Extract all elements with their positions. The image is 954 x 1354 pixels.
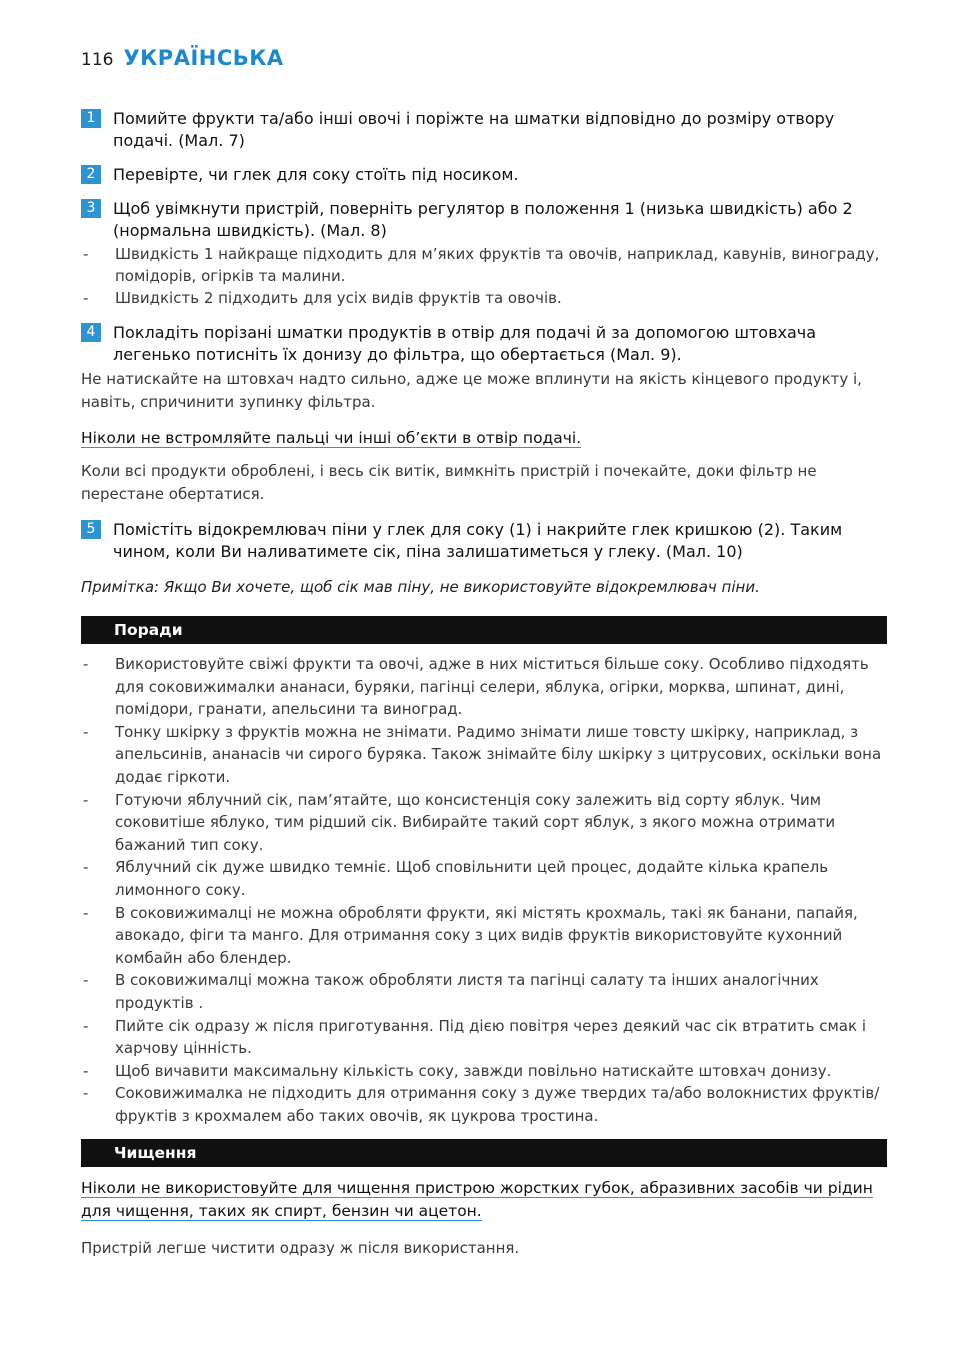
tip-text: Пийте сік одразу ж після приготування. Під дією повітря через деякий час сік втратить смак і харчову цінність.	[115, 1016, 866, 1058]
step-3	[81, 198, 887, 242]
pusher-note: Не натискайте на штовхач надто сильно, адже це може вплинути на якість кінцевого продукту і, навіть, спричинити зупинку фільтра.	[81, 370, 862, 411]
step-4	[81, 322, 887, 366]
dash-marker: -	[83, 245, 89, 263]
tip-item	[81, 902, 887, 970]
foam-note: Примітка: Якщо Ви хочете, щоб сік мав піну, не використовуйте відокремлювач піни.	[81, 578, 760, 596]
tip-text: Соковижималка не підходить для отримання соку з дуже твердих та/або волокнистих фруктів/фруктів з крохмалем або таких овочів, як цукрова тростина.	[115, 1084, 880, 1125]
page-header	[81, 46, 284, 70]
cleaning-warning	[81, 1177, 887, 1223]
dash-marker: -	[83, 1084, 89, 1103]
tip-text: В соковижималці можна також обробляти листя та пагінці салату та інших аналогічних продуктів .	[115, 971, 819, 1012]
dash-marker: -	[83, 790, 89, 809]
step-1	[81, 108, 887, 152]
step-text: Перевірте, чи глек для соку стоїть під носиком.	[113, 165, 519, 184]
page-number: 116	[81, 50, 114, 70]
dash-marker: -	[83, 1061, 89, 1080]
tip-text: Щоб вичавити максимальну кількість соку, завжди повільно натискайте штовхач донизу.	[115, 1061, 832, 1080]
tip-item	[81, 856, 887, 901]
tip-text: Яблучний сік дуже швидко темніє. Щоб сповільнити цей процес, додайте кілька крапель лимонного соку.	[115, 858, 829, 899]
section-header-cleaning: Чищення	[81, 1139, 887, 1167]
tip-text: Готуючи яблучний сік, пам’ятайте, що консистенція соку залежить від сорту яблук. Чим соковитіше яблуко, тим рідший сік. Вибирайте такий сорт яблук, з якого можна отримати бажаний тип соку.	[115, 790, 836, 854]
dash-marker: -	[83, 722, 89, 741]
dash-marker: -	[83, 903, 89, 922]
after-processing-text: Коли всі продукти оброблені, і весь сік витік, вимкніть пристрій і почекайте, доки фільтр не перестане обертатися.	[81, 462, 817, 503]
cleaning-warning-text: Ніколи не використовуйте для чищення пристрою жорстких губок, абразивних засобів чи рідин для чищення, таких як спирт, бензин чи ацетон.	[81, 1179, 873, 1221]
speed-note-text: Швидкість 1 найкраще підходить для м’яких фруктів та овочів, наприклад, кавунів, винограду, помідорів, огірків та малини.	[115, 245, 880, 285]
section-header-tips: Поради	[81, 616, 887, 644]
step-text: Помістіть відокремлювач піни у глек для соку (1) і накрийте глек кришкою (2). Таким чином, коли Ви наливатимете сік, піна залишатиметься у глеку. (Мал. 10)	[113, 520, 843, 561]
warning-fingers-text: Ніколи не встромляйте пальці чи інші об’єкти в отвір подачі.	[81, 429, 582, 447]
speed-note-1	[81, 243, 887, 287]
tip-item	[81, 653, 887, 721]
step-text: Помийте фрукти та/або інші овочі і поріжте на шматки відповідно до розміру отвору подачі. (Мал. 7)	[113, 109, 835, 150]
speed-note-2	[81, 287, 887, 309]
tip-item	[81, 1082, 887, 1127]
step-text: Покладіть порізані шматки продуктів в отвір для подачі й за допомогою штовхача легенько потисніть їх донизу до фільтра, що обертається (Мал. 9).	[113, 323, 817, 364]
speed-note-text: Швидкість 2 підходить для усіх видів фруктів та овочів.	[115, 289, 562, 307]
step-number-badge: 2	[81, 165, 101, 184]
warning-fingers	[81, 427, 887, 450]
tip-text: В соковижималці не можна обробляти фрукти, які містять крохмаль, такі як банани, папайя, авокадо, фіги та манго. Для отримання соку з цих видів фруктів використовуйте кухонний комбайн або блендер.	[115, 903, 858, 967]
step-number-badge: 5	[81, 520, 101, 539]
language-title: УКРАЇНСЬКА	[123, 46, 284, 70]
tip-item	[81, 969, 887, 1014]
tips-list	[81, 653, 887, 1127]
tip-text: Тонку шкірку з фруктів можна не знімати. Радимо знімати лише товсту шкірку, наприклад, з апельсинів, ананасів чи сирого буряка. Також знімайте білу шкірку з цитрусових, оскільки вона додає гіркоти.	[115, 722, 882, 786]
step-2	[81, 164, 887, 186]
step-5	[81, 519, 887, 563]
step-text: Щоб увімкнути пристрій, поверніть регулятор в положення 1 (низька швидкість) або 2 (нормальна швидкість). (Мал. 8)	[113, 199, 853, 240]
tip-item	[81, 789, 887, 857]
step-number-badge: 1	[81, 109, 101, 128]
step-number-badge: 4	[81, 323, 101, 342]
tip-item	[81, 1015, 887, 1060]
dash-marker: -	[83, 858, 89, 877]
tip-item	[81, 721, 887, 789]
dash-marker: -	[83, 289, 89, 307]
page-content	[81, 108, 887, 1260]
cleaning-text: Пристрій легше чистити одразу ж після використання.	[81, 1239, 520, 1258]
tip-text: Використовуйте свіжі фрукти та овочі, адже в них міститься більше соку. Особливо підходять для соковижималки ананаси, буряки, пагінці селери, яблука, огірки, морква, шпинат, дині, помідори, гранати, апельсини та виноград.	[115, 655, 869, 719]
dash-marker: -	[83, 1016, 89, 1035]
dash-marker: -	[83, 971, 89, 990]
dash-marker: -	[83, 655, 89, 673]
step-number-badge: 3	[81, 199, 101, 218]
tip-item	[81, 1060, 887, 1083]
